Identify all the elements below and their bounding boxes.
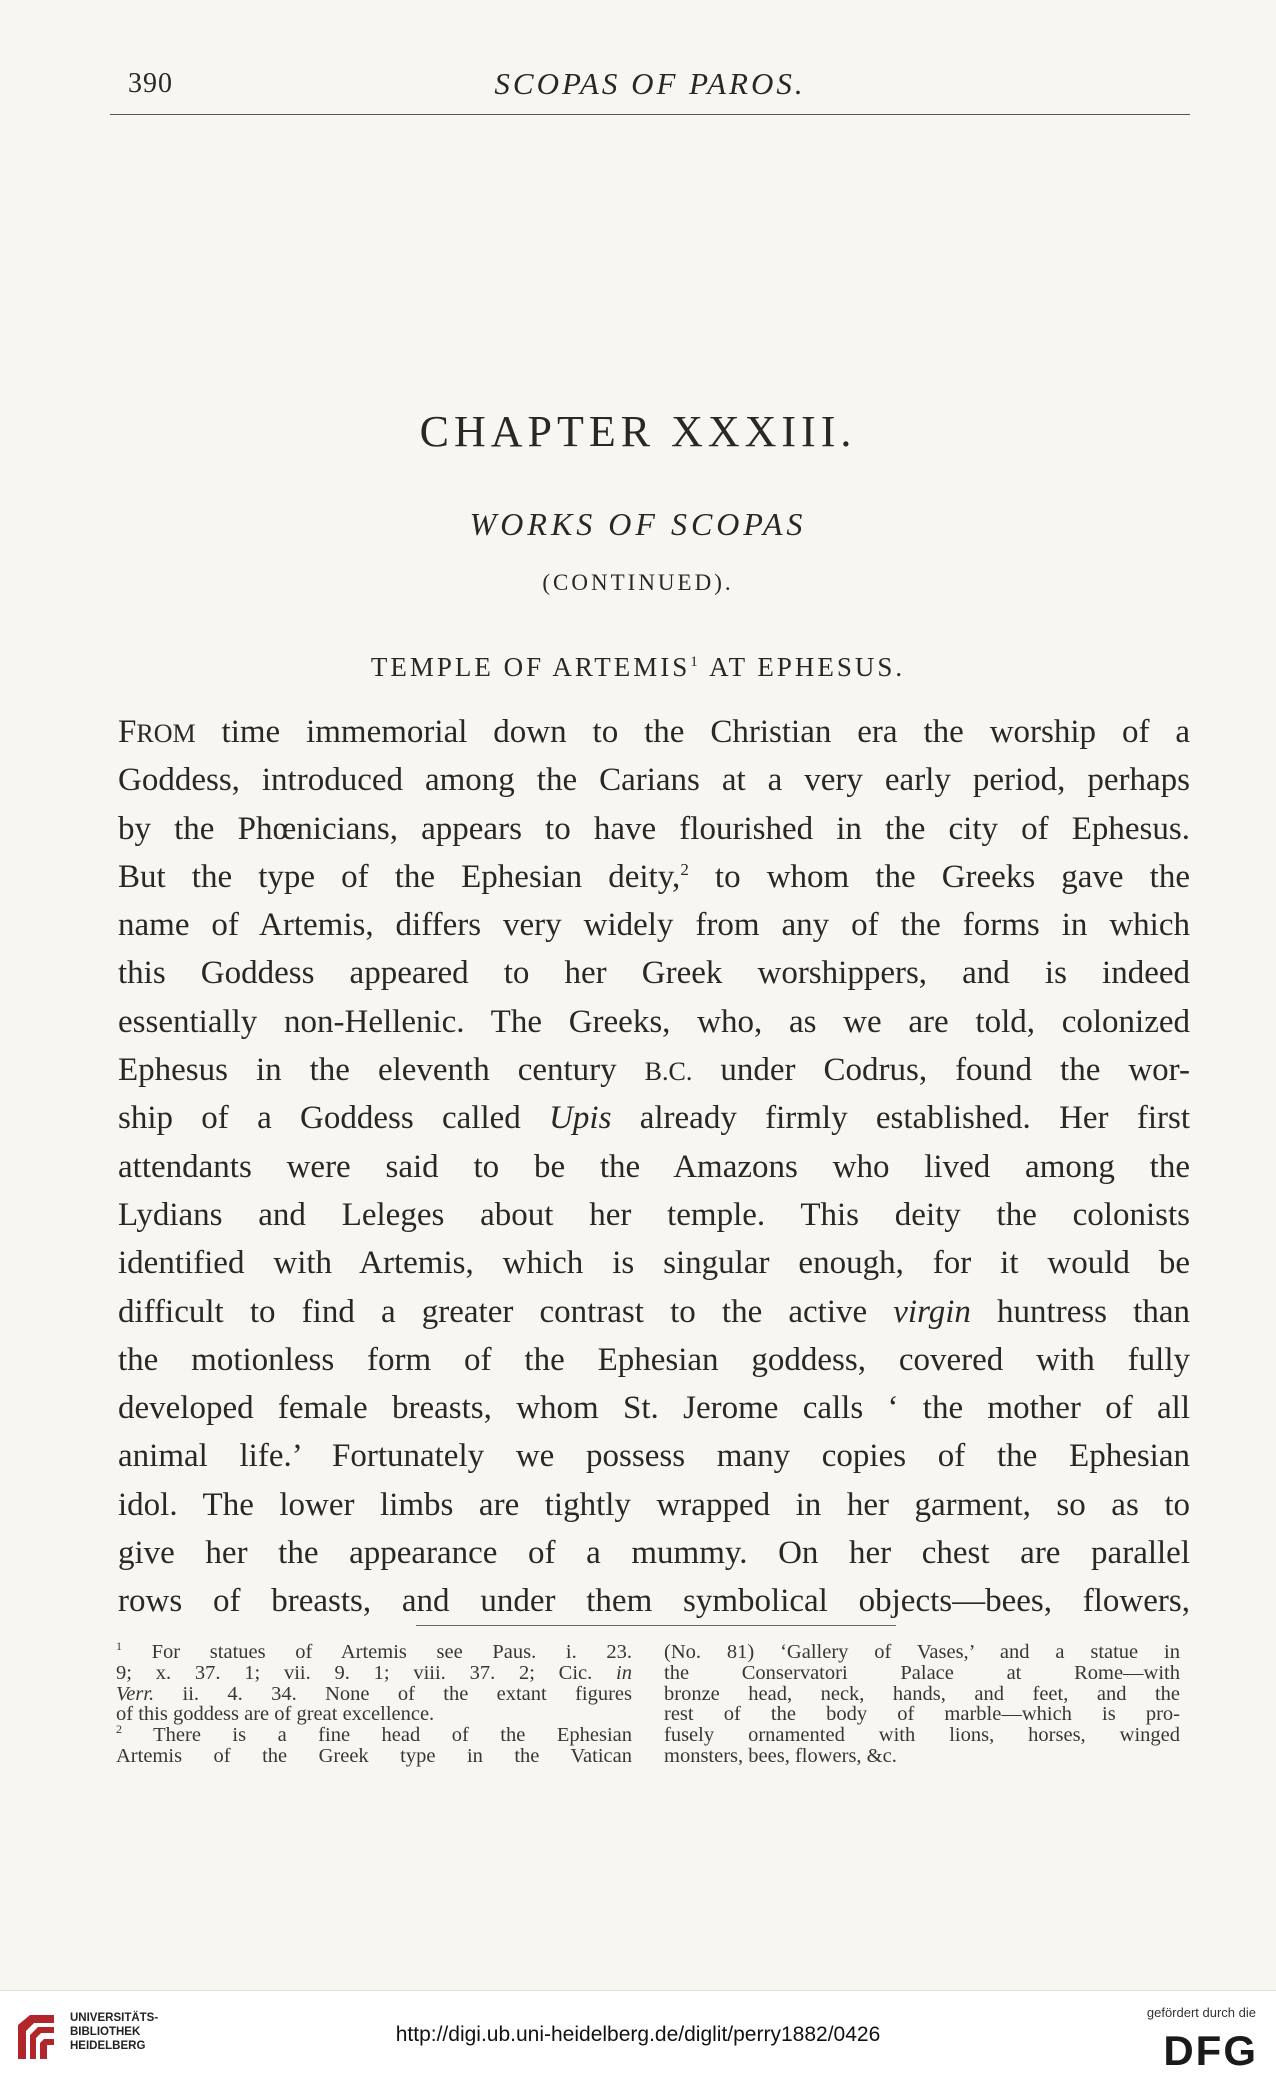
text-span: already firmly established. Her first (611, 1100, 1190, 1137)
text-span: But the type of the Ephesian deity, (118, 858, 681, 895)
text-span: 9; x. 37. 1; vii. 9. 1; viii. 37. 2; Cic. (116, 1661, 617, 1684)
initial-letter: F (118, 714, 137, 750)
header-rule (110, 114, 1190, 115)
footnote-line: monsters, bees, flowers, &c. (664, 1744, 897, 1767)
text-span: time immemorial down to the Christian era the worship of a (195, 714, 1190, 750)
text-line: developed female breasts, whom St. Jerome calls ‘ the mother of all (118, 1390, 1190, 1427)
text-span: ii. 4. 34. None of the extant figures (154, 1682, 632, 1705)
text-line (118, 1046, 1190, 1094)
italic-text: Verr. (116, 1682, 155, 1705)
digitization-footer (0, 1990, 1276, 2083)
text-line: rows of breasts, and under them symbolical objects—bees, flowers, (118, 1583, 1190, 1620)
footnote-line (116, 1722, 632, 1747)
chapter-heading: CHAPTER XXXIII. (419, 407, 857, 456)
page-number: 390 (128, 68, 173, 99)
footnote-line: rest of the body of marble—which is pro- (664, 1703, 1180, 1726)
institution-line: BIBLIOTHEK (70, 2026, 141, 2038)
italic-text: virgin (893, 1293, 971, 1330)
text-line (118, 1094, 1190, 1142)
institution-line: HEIDELBERG (70, 2040, 146, 2052)
footnote-column-right (664, 1642, 1180, 1767)
text-line: animal life.’ Fortunately we possess many copies of the Ephesian (118, 1438, 1190, 1475)
section-title (0, 652, 1276, 683)
text-line: Goddess, introduced among the Carians at a very early period, perhaps (118, 762, 1190, 799)
funded-by-label: gefördert durch die (1146, 2005, 1256, 2020)
section-title-end: AT EPHESUS. (709, 652, 906, 682)
footnote-number: 2 (116, 1722, 122, 1737)
text-line: identified with Artemis, which is singular enough, for it would be (118, 1245, 1190, 1282)
small-caps-text: B.C. (644, 1057, 693, 1087)
text-span: For statues of Artemis see Paus. i. 23. (122, 1641, 632, 1663)
footnote-line: fusely ornamented with lions, horses, winged (664, 1724, 1180, 1747)
footnote-line: of this goddess are of great excellence. (116, 1703, 435, 1726)
text-span: under Codrus, found the wor- (692, 1052, 1191, 1089)
text-line: by the Phœnicians, appears to have flourished in the city of Ephesus. (118, 810, 1190, 847)
footnote-line: bronze head, neck, hands, and feet, and the (664, 1682, 1180, 1705)
italic-text: Upis (549, 1100, 612, 1137)
footnote-rule (416, 1625, 896, 1626)
text-line: idol. The lower limbs are tightly wrapped in her garment, so as to (118, 1486, 1190, 1523)
dfg-logo: DFG (1163, 2027, 1258, 2074)
body-paragraph (118, 708, 1190, 1626)
running-head (110, 62, 1190, 112)
small-caps-text: ROM (136, 719, 196, 748)
footnote-line (116, 1684, 632, 1705)
text-line: name of Artemis, differs very widely from any of the forms in which (118, 907, 1190, 944)
footnote-ref-2[interactable]: 2 (680, 859, 689, 879)
chapter-subtitle: WORKS OF SCOPAS (469, 506, 807, 542)
text-span: Ephesus in the eleventh century (118, 1052, 645, 1089)
footnote-line (116, 1663, 632, 1684)
text-span: difficult to find a greater contrast to the active (118, 1293, 894, 1330)
text-span: There is a fine head of the Ephesian (122, 1724, 632, 1747)
italic-text: in (616, 1661, 632, 1684)
text-line (118, 708, 1190, 756)
institution-line: UNIVERSITÄTS- (70, 2012, 159, 2024)
text-line: essentially non-Hellenic. The Greeks, who, as we are told, colonized (118, 1003, 1190, 1040)
text-line (118, 853, 1190, 901)
footnote-line (116, 1639, 632, 1663)
source-url-link[interactable]: http://digi.ub.uni-heidelberg.de/diglit/perry1882/0426 (395, 2023, 881, 2046)
footnote-ref-1[interactable]: 1 (690, 654, 701, 670)
footnote-number: 1 (116, 1639, 122, 1654)
footnote-line: Artemis of the Greek type in the Vatican (116, 1744, 632, 1767)
running-title: SCOPAS OF PAROS. (494, 66, 806, 101)
text-line: this Goddess appeared to her Greek worshippers, and is indeed (118, 955, 1190, 992)
footnote-column-left (116, 1639, 632, 1767)
text-span: to whom the Greeks gave the (688, 858, 1190, 895)
text-span: huntress than (970, 1293, 1190, 1330)
continued-label: (CONTINUED). (542, 570, 734, 595)
footnote-line: (No. 81) ‘Gallery of Vases,’ and a statue in (664, 1641, 1180, 1663)
footnote-line: the Conservatori Palace at Rome—with (664, 1661, 1180, 1684)
text-line: give her the appearance of a mummy. On her chest are parallel (118, 1535, 1190, 1572)
text-span: ship of a Goddess called (118, 1100, 550, 1137)
section-title-start: TEMPLE OF ARTEMIS (370, 652, 691, 682)
text-line: the motionless form of the Ephesian goddess, covered with fully (118, 1341, 1190, 1378)
text-line: Lydians and Leleges about her temple. This deity the colonists (118, 1196, 1190, 1233)
text-line (118, 1288, 1190, 1336)
text-line: attendants were said to be the Amazons who lived among the (118, 1148, 1190, 1185)
